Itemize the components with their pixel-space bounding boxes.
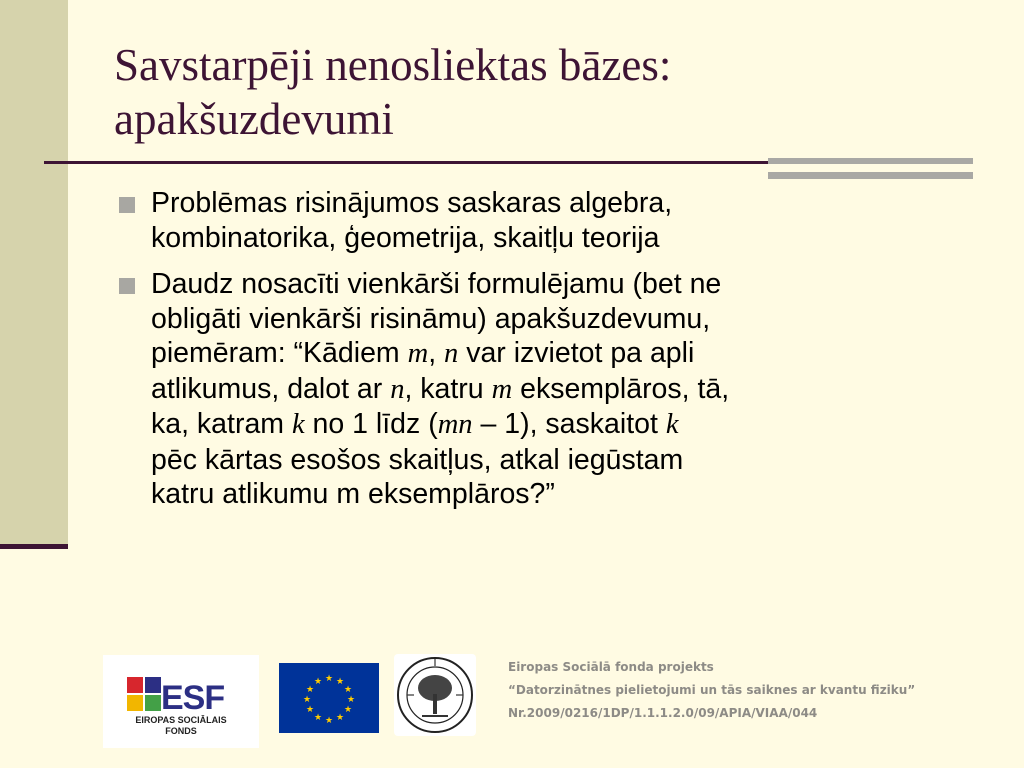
esf-sub-line-1: EIROPAS SOCIĀLAIS: [135, 715, 227, 725]
math-var-mn: mn: [437, 409, 473, 440]
slide-title: [114, 38, 974, 146]
svg-text:★: ★: [313, 713, 323, 723]
svg-text:★: ★: [343, 685, 353, 695]
svg-text:★: ★: [305, 685, 315, 695]
title-line-1: Savstarpēji nenosliektas bāzes:: [114, 40, 672, 90]
math-var-k: k: [665, 409, 679, 440]
bullet-2-line-3: [151, 336, 983, 372]
footer-project-info: [508, 656, 1008, 725]
math-var-m: m: [407, 338, 429, 369]
text-run: ka, katram: [151, 408, 292, 440]
title-line-2: apakšuzdevumi: [114, 94, 394, 144]
university-seal-logo: [394, 654, 476, 736]
esf-square-green-icon: [145, 695, 161, 711]
bullet-2-line-5: [151, 407, 983, 443]
text-run: atlikumus, dalot ar: [151, 372, 391, 405]
side-rule: [0, 544, 68, 549]
text-run: – 1), saskaitot: [472, 408, 666, 440]
seal-tree-icon: [394, 654, 476, 736]
text-run: eksemplāros, tā,: [512, 372, 730, 405]
text-run: ,: [428, 337, 445, 369]
text-run: var izvietot pa apli: [458, 337, 695, 369]
svg-text:★: ★: [346, 695, 356, 705]
svg-text:★: ★: [302, 695, 312, 705]
esf-square-yellow-icon: [127, 695, 143, 711]
esf-square-red-icon: [127, 677, 143, 693]
bullet-2-line-1: Daudz nosacīti vienkārši formulējamu (bet ne: [151, 268, 722, 300]
esf-logo-text: ESF: [161, 679, 225, 717]
bullet-1-line-1: Problēmas risinājumos saskaras algebra,: [151, 187, 673, 219]
bullet-item-1: [113, 186, 983, 255]
footer-line-3: Nr.2009/0216/1DP/1.1.1.2.0/09/APIA/VIAA/044: [508, 706, 818, 720]
bullet-square-icon: [119, 278, 135, 294]
math-var-m: m: [491, 373, 513, 405]
bullet-1-line-2: kombinatorika, ģeometrija, skaitļu teorija: [151, 221, 660, 254]
svg-text:★: ★: [305, 705, 315, 715]
bullet-list: [113, 186, 983, 524]
eu-stars-icon: [279, 663, 379, 733]
text-run: no 1 līdz (: [304, 408, 438, 440]
svg-text:★: ★: [313, 677, 323, 687]
bullet-square-icon: [119, 197, 135, 213]
svg-text:★: ★: [343, 705, 353, 715]
bullet-2-line-4: [151, 372, 983, 408]
bullet-2-line-6: pēc kārtas esošos skaitļus, atkal iegūstam: [151, 443, 684, 476]
math-var-n: n: [444, 338, 459, 369]
footer-line-2: “Datorzinātnes pielietojumi un tās saiknes ar kvantu fiziku”: [508, 683, 916, 697]
footer-line-1: Eiropas Sociālā fonda projekts: [508, 660, 714, 674]
text-run: piemēram: “Kādiem: [151, 337, 408, 369]
title-accent-bar-top: [768, 158, 973, 164]
esf-square-blue-icon: [145, 677, 161, 693]
esf-logo-subtitle: [103, 715, 259, 737]
text-run: , katru: [404, 372, 492, 405]
svg-text:★: ★: [335, 677, 345, 687]
svg-text:★: ★: [324, 716, 334, 726]
bullet-item-2: [113, 267, 983, 512]
esf-sub-line-2: FONDS: [165, 726, 197, 736]
svg-text:★: ★: [335, 713, 345, 723]
bullet-2-line-2: obligāti vienkārši risināmu) apakšuzdevumu,: [151, 302, 711, 335]
esf-logo: [103, 655, 259, 748]
svg-text:★: ★: [324, 674, 334, 684]
bullet-2-line-7: katru atlikumu m eksemplāros?”: [151, 478, 555, 510]
math-var-n: n: [390, 373, 405, 405]
eu-flag-icon: [279, 663, 379, 733]
math-var-k: k: [291, 409, 305, 440]
title-accent-bar-bottom: [768, 172, 973, 179]
side-band: [0, 0, 68, 548]
